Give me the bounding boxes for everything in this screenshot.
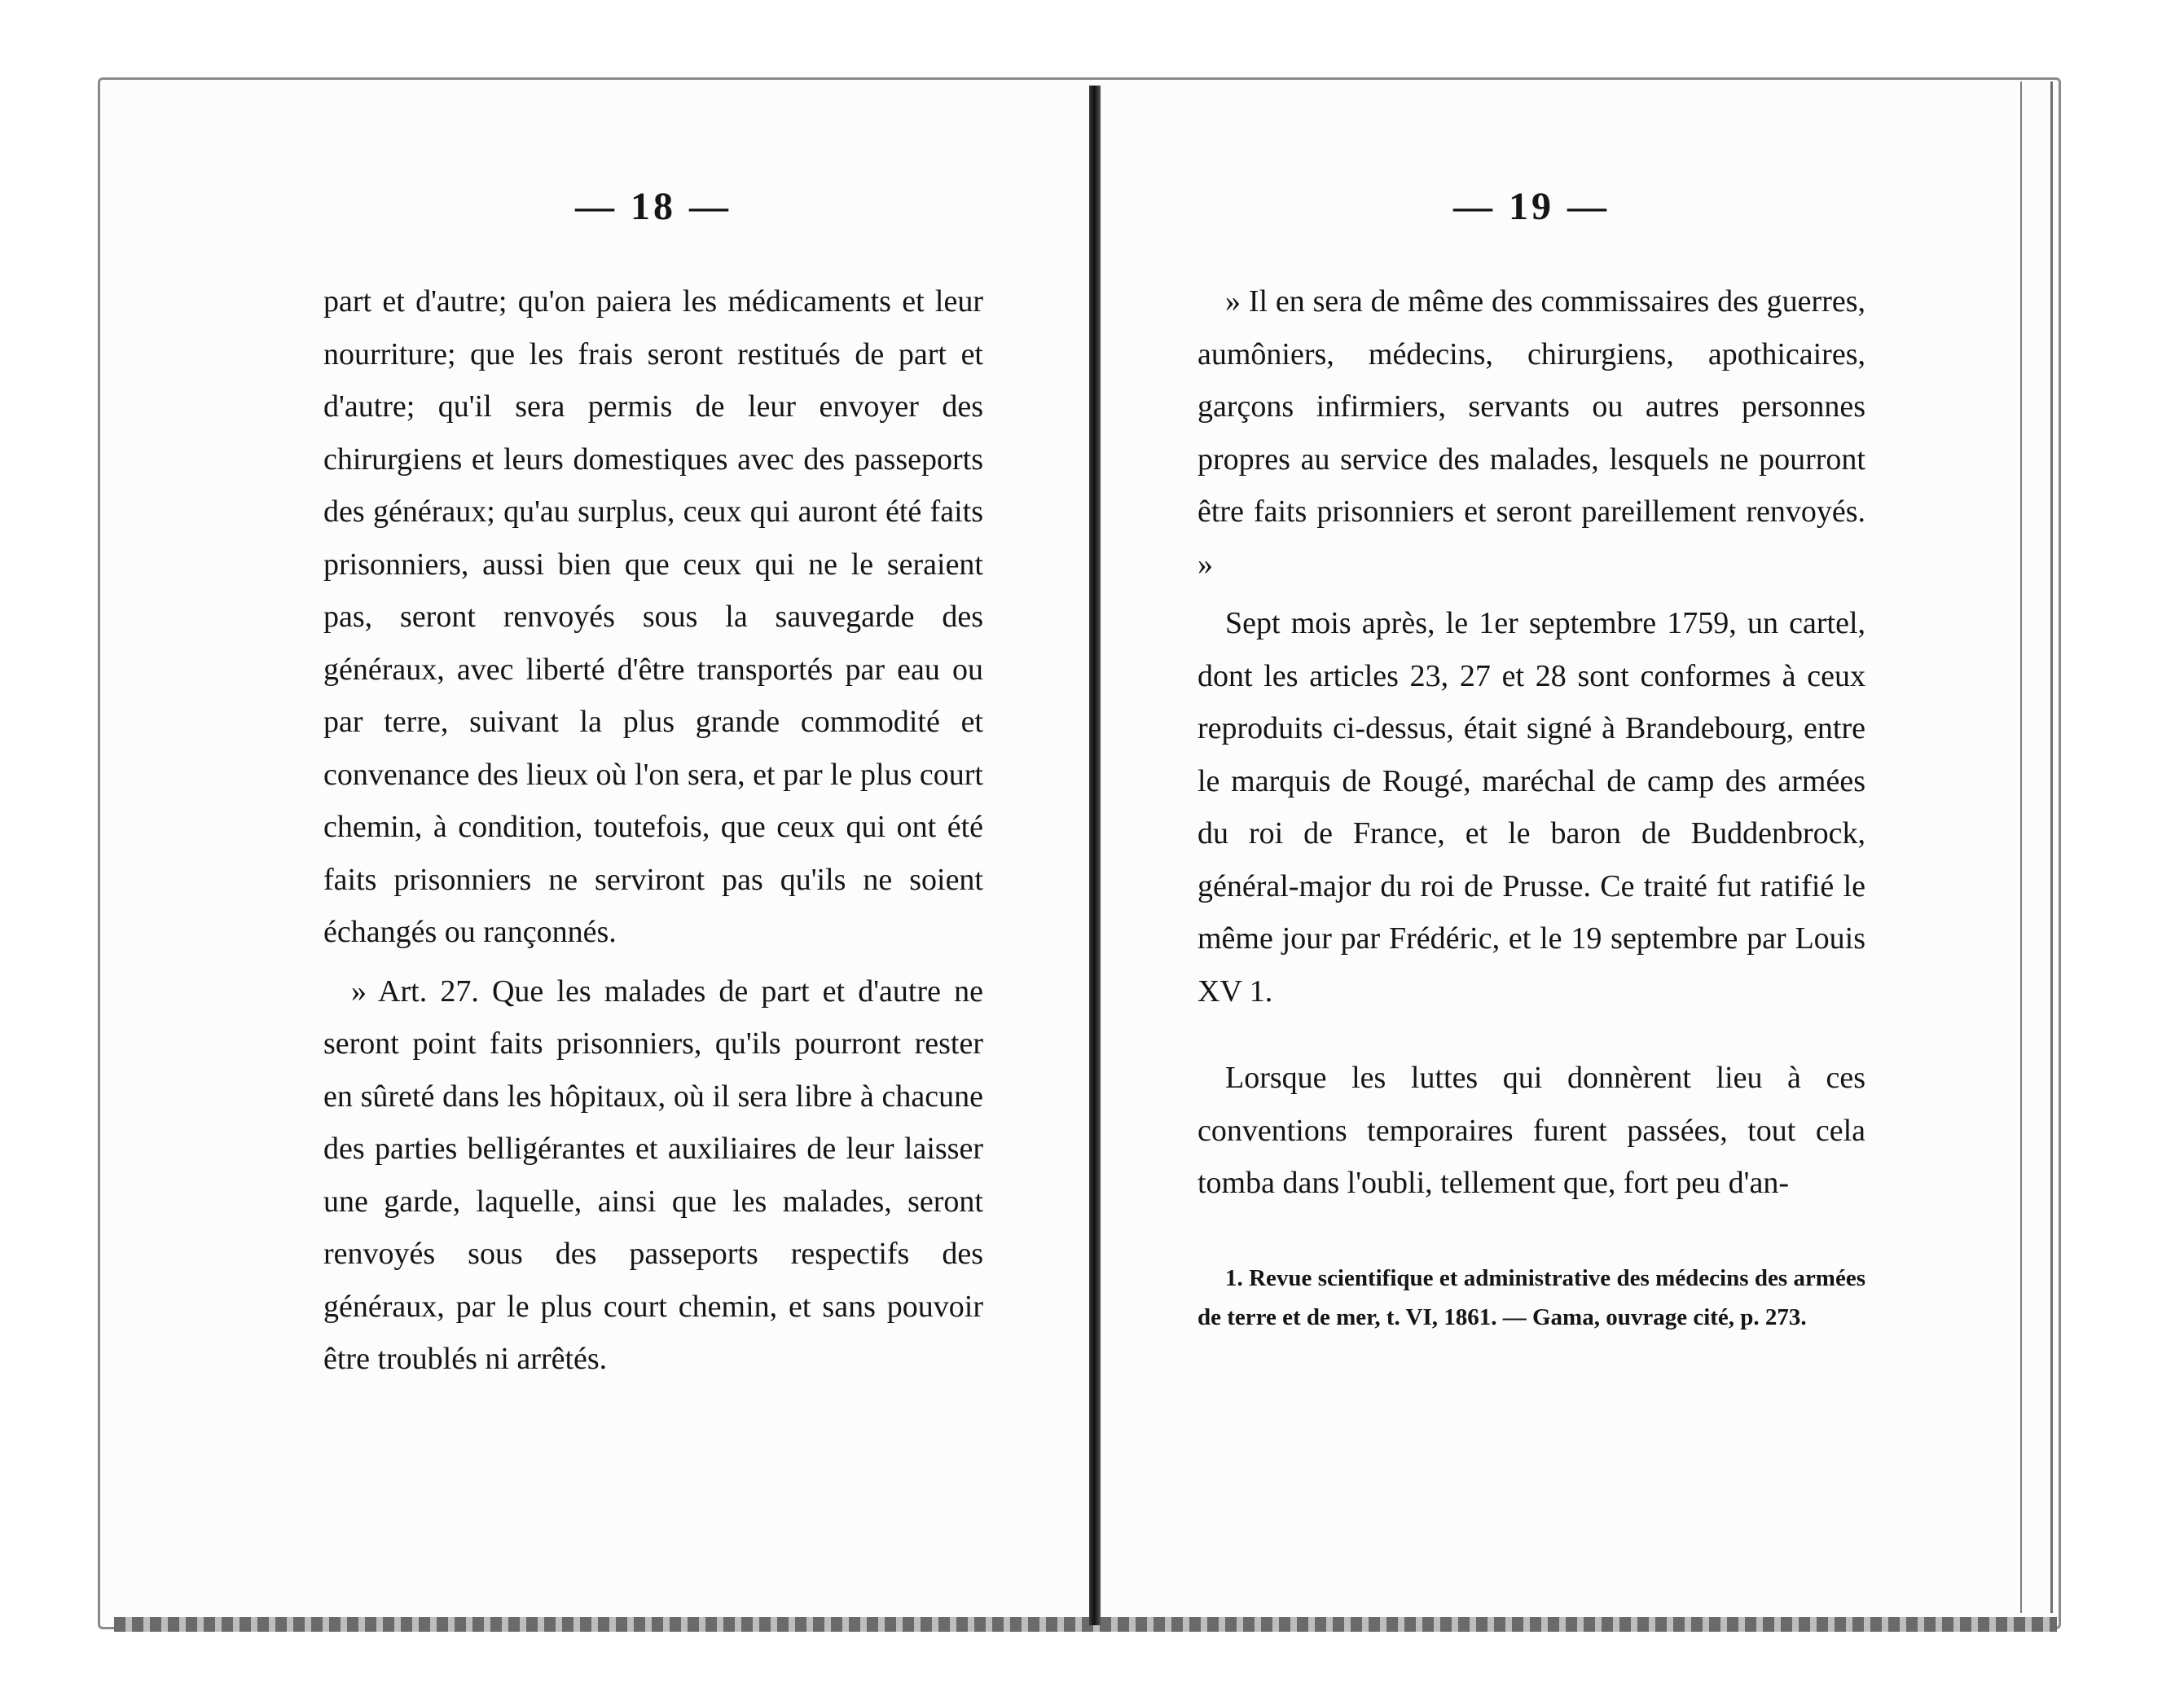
left-page <box>323 187 983 1386</box>
right-page <box>1197 187 1865 1360</box>
paragraph: » Art. 27. Que les malades de part et d'autre ne seront point faits prisonniers, qu'ils pourront rester en sûreté dans les hôpitaux, où il sera libre à chacune des parties belligérantes et auxiliaires de leur laisser une garde, laquelle, ainsi que les malades, seront renvoyés sous des passeports respectifs des généraux, par le plus court chemin, et sans pouvoir être troublés ni arrêtés. <box>323 974 983 1376</box>
book-spine <box>1089 86 1101 1625</box>
paragraph: Sept mois après, le 1er septembre 1759, un cartel, dont les articles 23, 27 et 28 sont conformes à ceux reproduits ci-dessus, était signé à Brandebourg, entre le marquis de Rougé, maréchal de camp des armées du roi de France, et le baron de Buddenbrock, général-major du roi de Prusse. Ce traité fut ratifié le même jour par Frédéric, et le 19 septembre par Louis XV 1. <box>1197 606 1865 1009</box>
page-number: — 19 — <box>1453 185 1610 228</box>
paragraph: » Il en sera de même des commissaires des guerres, aumôniers, médecins, chirurgiens, apothicaires, garçons infirmiers, servants ou autres personnes propres au service des malades, lesquels ne pourront être faits prisonniers et seront pareillement renvoyés. » <box>1197 284 1865 582</box>
section-gap <box>1197 1018 1865 1052</box>
footnote: 1. Revue scientifique et administrative des médecins des armées de terre et de mer, t. VI, 1861. — Gama, ouvrage cité, p. 273. <box>1197 1264 1865 1330</box>
book-bottom-edge <box>114 1617 2057 1632</box>
paragraph: Lorsque les luttes qui donnèrent lieu à ces conventions temporaires furent passées, tout cela tomba dans l'oubli, tellement que, fort peu d'an- <box>1197 1061 1865 1200</box>
paragraph: part et d'autre; qu'on paiera les médicaments et leur nourriture; que les frais seront restitués de part et d'autre; qu'il sera permis de leur envoyer des chirurgiens et leurs domestiques avec des passeports des généraux; qu'au surplus, ceux qui auront été faits prisonniers, aussi bien que ceux qui ne le seraient pas, seront renvoyés sous la sauvegarde des généraux, avec liberté d'être transportés par eau ou par terre, suivant la plus grande commodité et convenance des lieux où l'on sera, et par le plus court chemin, à condition, toutefois, que ceux qui ont été faits prisonniers ne serviront pas qu'ils ne soient échangés ou rançonnés. <box>323 284 983 949</box>
page-number: — 18 — <box>575 185 732 228</box>
page-edges <box>2020 81 2053 1613</box>
